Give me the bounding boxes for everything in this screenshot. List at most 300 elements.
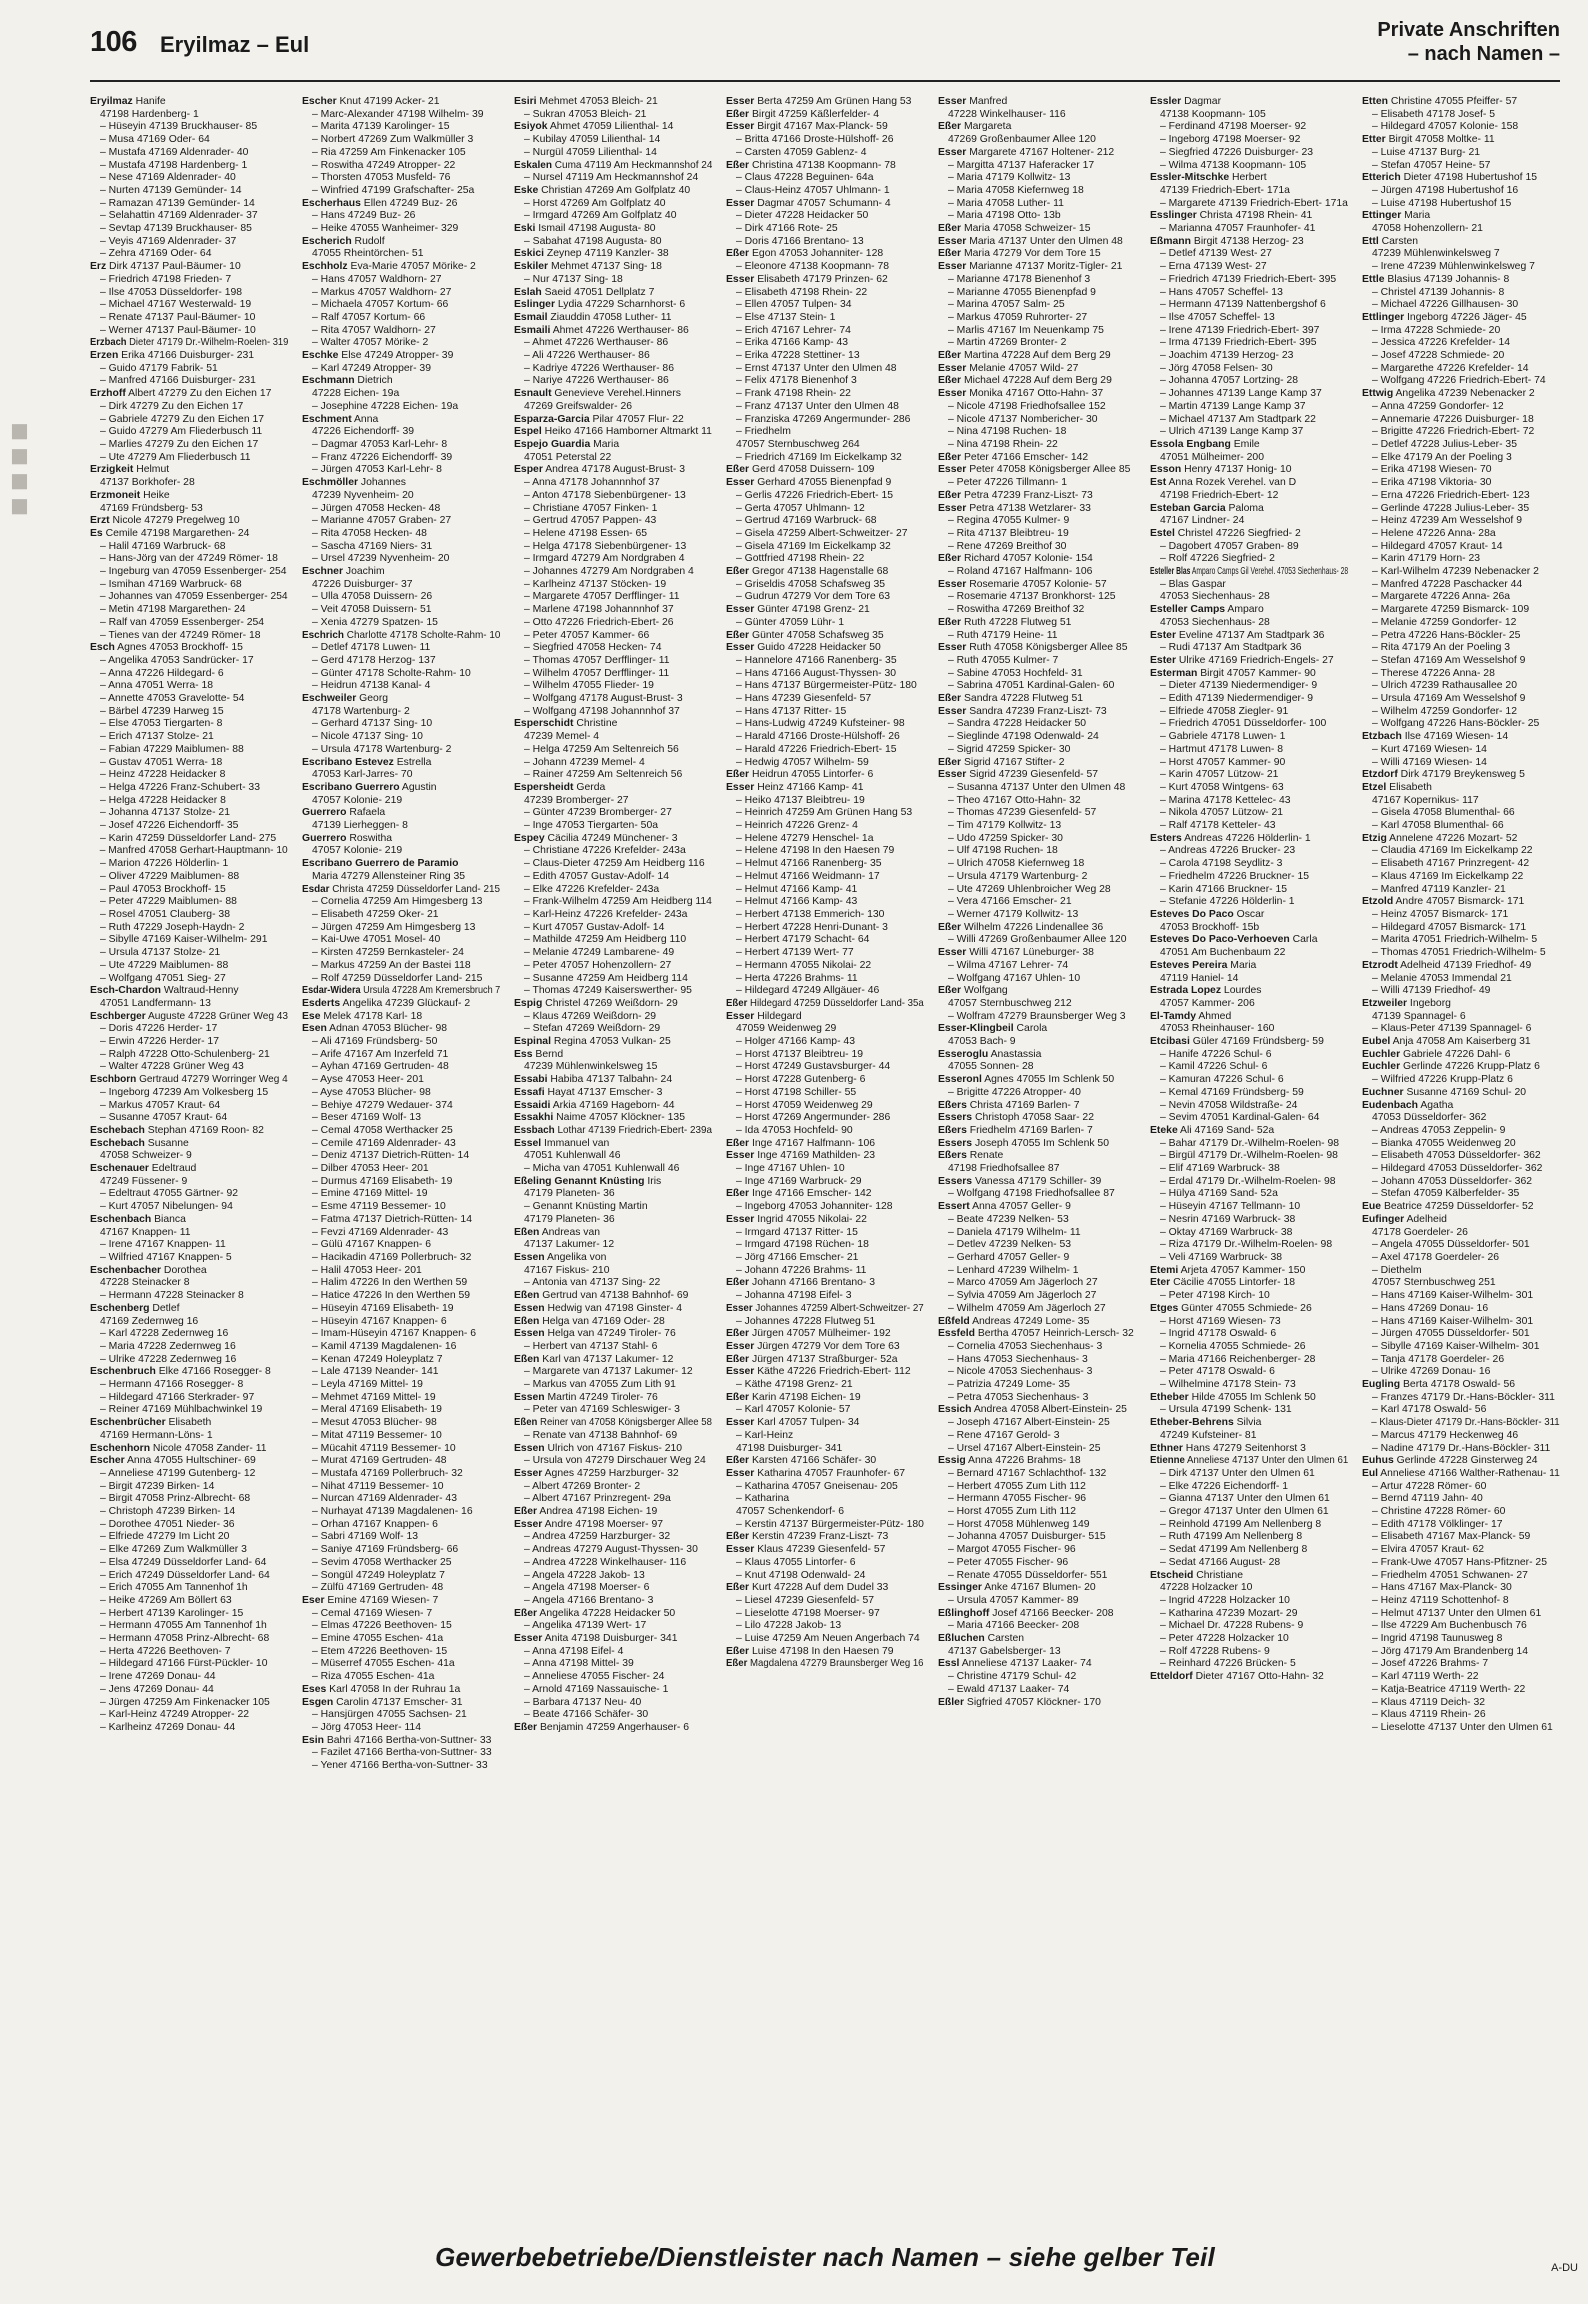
entry-details: – Hans 47057 Scheffel- 13 (1160, 286, 1283, 298)
directory-entry (1362, 947, 1560, 960)
directory-entry (726, 1430, 924, 1443)
entry-surname: Etemi (1150, 1264, 1179, 1276)
directory-column (90, 96, 288, 2226)
entry-details: – Lilo 47228 Jakob- 13 (736, 1620, 842, 1632)
directory-entry (938, 363, 1136, 376)
directory-entry (302, 452, 500, 465)
entry-details: Maria 47137 Unter den Ulmen 48 (966, 235, 1123, 247)
entry-details: – Marita 47051 Friedrich-Wilhelm- 5 (1372, 934, 1538, 946)
entry-details: – Marina 47057 Salm- 25 (948, 299, 1065, 311)
directory-entry (726, 172, 924, 185)
entry-details: – Gabriele 47178 Luwen- 1 (1160, 731, 1286, 743)
directory-entry (514, 782, 712, 795)
entry-details: – Ralf 47178 Ketteler- 43 (1160, 820, 1276, 832)
directory-entry (938, 147, 1136, 160)
directory-entry (90, 1354, 288, 1367)
entry-details: – Dieter 47139 Niedermendiger- 9 (1160, 680, 1318, 692)
entry-details: – Ulrich 47139 Lange Kamp 37 (1160, 426, 1304, 438)
entry-details: – Peter 47198 Kirch- 10 (1160, 1290, 1270, 1302)
directory-entry (514, 1544, 712, 1557)
entry-surname: Eschholz (302, 261, 348, 273)
entry-surname: Esterman (1150, 667, 1198, 679)
entry-details: – Hans 47249 Buz- 26 (312, 210, 416, 222)
entry-details: 47198 Hardenberg- 1 (100, 108, 199, 120)
entry-details: – Helmut 47166 Kamp- 43 (736, 896, 858, 908)
entry-details: 47051 Landfermann- 13 (100, 997, 211, 1009)
directory-entry (938, 604, 1136, 617)
entry-details: Rudolf (351, 235, 385, 247)
directory-entry (514, 884, 712, 897)
directory-entry (726, 655, 924, 668)
entry-surname: Essen (514, 1442, 545, 1454)
entry-details: – Etem 47226 Beethoven- 15 (312, 1645, 448, 1657)
directory-entry (514, 1620, 712, 1633)
entry-details: – Mehmet 47169 Mittel- 19 (312, 1391, 436, 1403)
directory-entry (302, 1290, 500, 1303)
entry-details: – Hansjürgen 47055 Sachsen- 21 (312, 1709, 467, 1721)
entry-details: – Birgit 47239 Birken- 14 (100, 1480, 215, 1492)
entry-details: Saeid 47051 Dellplatz 7 (541, 286, 655, 298)
directory-entry (302, 109, 500, 122)
directory-entry (302, 985, 500, 998)
entry-surname: Esser (938, 642, 967, 654)
directory-entry (938, 1430, 1136, 1443)
directory-entry (938, 845, 1136, 858)
directory-entry (1150, 1506, 1348, 1519)
section-title-line-1: Private Anschriften (1377, 19, 1560, 41)
entry-details: – Horst 47057 Kammer- 90 (1160, 756, 1286, 768)
entry-details: – Cemal 47169 Wiesen- 7 (312, 1607, 433, 1619)
entry-details: Hilde 47055 Im Schlenk 50 (1188, 1391, 1316, 1403)
directory-entry (938, 287, 1136, 300)
directory-entry (514, 261, 712, 274)
entry-details: – Oktay 47169 Warbruck- 38 (1160, 1226, 1293, 1238)
entry-details: – Franz 47226 Eichendorff- 39 (312, 451, 453, 463)
entry-details: – Siegfried 47058 Hecken- 74 (524, 642, 662, 654)
entry-details: – Heinz 47239 Am Wesselshof 9 (1372, 515, 1522, 527)
directory-entry (514, 325, 712, 338)
directory-entry (302, 350, 500, 363)
entry-details: – Kurt 47057 Gustav-Adolf- 14 (524, 921, 665, 933)
directory-entry (514, 287, 712, 300)
entry-details: – Karl 47228 Zedernweg 16 (100, 1328, 229, 1340)
entry-details: Gerlinde 47226 Krupp-Platz 6 (1400, 1061, 1540, 1073)
entry-details: – Roswitha 47269 Breithof 32 (948, 604, 1085, 616)
entry-details: – Christoph 47239 Birken- 14 (100, 1506, 236, 1518)
entry-details: Gregor 47138 Hagenstalle 68 (749, 566, 889, 578)
entry-details: – Elisabeth 47167 Prinzregent- 42 (1372, 858, 1530, 870)
directory-entry (938, 503, 1136, 516)
entry-details: Käthe 47226 Friedrich-Ebert- 112 (754, 1366, 911, 1378)
entry-surname: Eßer (938, 921, 962, 933)
entry-details: – Heike 47055 Wanheimer- 329 (312, 223, 459, 235)
entry-details: – Marianna 47057 Fraunhofer- 41 (1160, 223, 1316, 235)
directory-entry (1362, 375, 1560, 388)
directory-entry (1150, 909, 1348, 922)
entry-surname: Etheber-Behrens (1150, 1417, 1234, 1429)
directory-entry (1150, 528, 1348, 541)
directory-entry (1362, 718, 1560, 731)
entry-details: – Klaus-Dieter 47179 Dr.-Hans-Böckler- 311 (1371, 1417, 1560, 1429)
directory-entry (1362, 706, 1560, 719)
directory-entry (1362, 833, 1560, 846)
directory-entry (302, 998, 500, 1011)
entry-details: Ahmet 47226 Werthauser- 86 (550, 324, 689, 336)
directory-entry (1362, 909, 1560, 922)
entry-details: – Irene 47239 Mühlenwinkelsweg 7 (1372, 261, 1535, 273)
directory-entry (90, 871, 288, 884)
directory-entry (90, 375, 288, 388)
directory-entry (1150, 1125, 1348, 1138)
entry-details: Birgit 47057 Kammer- 90 (1197, 667, 1316, 679)
entry-details: – Knut 47198 Odenwald- 24 (736, 1569, 866, 1581)
entry-surname: Escher (302, 96, 337, 107)
directory-entry (1150, 1290, 1348, 1303)
entry-details: 47169 Zedernweg 16 (100, 1315, 199, 1327)
entry-details: – Rosel 47051 Clauberg- 38 (100, 909, 230, 920)
directory-entry (90, 553, 288, 566)
entry-details: Paloma (1225, 502, 1264, 514)
directory-entry (938, 731, 1136, 744)
entry-details: 47269 Großenbaumer Allee 120 (948, 134, 1096, 146)
directory-entry (1150, 858, 1348, 871)
directory-entry (726, 375, 924, 388)
directory-entry (1150, 1366, 1348, 1379)
directory-entry (302, 503, 500, 516)
entry-details: – Wilhelmine 47178 Stein- 73 (1160, 1379, 1296, 1391)
directory-entry (1362, 1303, 1560, 1316)
entry-details: – Meral 47169 Elisabeth- 19 (312, 1404, 442, 1416)
entry-details: – Edeltraut 47055 Gärtner- 92 (100, 1188, 239, 1200)
entry-details: – Reinhold 47199 Am Nellenberg 8 (1160, 1518, 1322, 1530)
entry-details: Ahmed (1196, 1010, 1232, 1022)
entry-surname: Esser (726, 1467, 755, 1479)
directory-entry (514, 566, 712, 579)
entry-details: Lourdes (1221, 985, 1262, 997)
directory-entry (726, 439, 924, 452)
directory-entry (1150, 985, 1348, 998)
entry-details: Immanuel van (541, 1137, 610, 1149)
entry-details: – Anna 47051 Werra- 18 (100, 680, 214, 692)
directory-entry (1362, 1011, 1560, 1024)
entry-details: – Brigitte 47226 Atropper- 40 (948, 1086, 1081, 1098)
entry-details: – Anna 47178 Johannnhof 37 (524, 477, 660, 489)
directory-entry (514, 960, 712, 973)
entry-surname: Ethner (1150, 1442, 1183, 1454)
entry-details: – Dagobert 47057 Graben- 89 (1160, 540, 1299, 552)
directory-entry (302, 1100, 500, 1113)
directory-entry (302, 591, 500, 604)
directory-entry (1150, 172, 1348, 185)
entry-details: – Helmut 47137 Unter den Ulmen 61 (1372, 1607, 1542, 1619)
entry-surname: Eßen (514, 1290, 540, 1302)
directory-entry (1150, 1379, 1348, 1392)
directory-entry (1362, 1697, 1560, 1710)
directory-entry (514, 172, 712, 185)
directory-entry (1362, 172, 1560, 185)
directory-entry (1150, 490, 1348, 503)
entry-details: – Nicole 47053 Siechenhaus- 3 (948, 1366, 1093, 1378)
directory-entry (726, 134, 924, 147)
directory-entry (90, 706, 288, 719)
entry-details: Susanne 47169 Schul- 20 (1403, 1086, 1527, 1098)
directory-entry (1362, 350, 1560, 363)
entry-details: – Elvira 47057 Kraut- 62 (1372, 1544, 1485, 1556)
directory-entry (514, 1557, 712, 1570)
directory-entry (938, 160, 1136, 173)
entry-details: – Jürgen 47053 Karl-Lehr- 8 (312, 464, 442, 476)
entry-details: – Dirk 47166 Rote- 25 (736, 223, 838, 235)
entry-details: – Stefan 47169 Am Wesselshof 9 (1372, 654, 1526, 666)
directory-entry (938, 1188, 1136, 1201)
entry-details: – Angela 47166 Brentano- 3 (524, 1594, 654, 1606)
entry-details: Margareta (961, 121, 1012, 133)
entry-details: – Marc-Alexander 47198 Wilhelm- 39 (312, 108, 484, 120)
entry-details: Kerstin 47239 Franz-Liszt- 73 (749, 1531, 889, 1543)
directory-entry (726, 998, 924, 1011)
entry-details: Katharina 47057 Fraunhofer- 67 (754, 1467, 906, 1479)
entry-details: – Mathilde 47259 Am Heidberg 110 (524, 934, 687, 946)
entry-details: – Diethelm (1372, 1264, 1422, 1276)
directory-entry (302, 871, 500, 884)
entry-details: – Werner 47137 Paul-Bäumer- 10 (100, 324, 256, 336)
entry-surname: Eschenauer (90, 1163, 149, 1175)
entry-details: – Beate 47239 Nelken- 53 (948, 1213, 1069, 1225)
entry-details: – Lenhard 47239 Wilhelm- 1 (948, 1264, 1079, 1276)
entry-details: – Ayse 47053 Heer- 201 (312, 1074, 424, 1086)
entry-details: – Elke 47226 Eichendorff- 1 (1160, 1480, 1289, 1492)
directory-entry (726, 1354, 924, 1367)
entry-details: Maria 47279 Vor dem Tore 15 (961, 248, 1101, 260)
directory-entry (90, 528, 288, 541)
directory-entry (1150, 401, 1348, 414)
entry-details: Eveline 47137 Am Stadtpark 36 (1176, 629, 1325, 641)
entry-details: Andrea 47178 August-Brust- 3 (542, 464, 685, 476)
directory-entry (1362, 287, 1560, 300)
directory-entry (302, 1061, 500, 1074)
entry-details: – Helmut 47166 Ranenberg- 35 (736, 858, 882, 870)
entry-details: Willi 47167 Lüneburger- 38 (966, 947, 1094, 959)
entry-details: – Ida 47053 Hochfeld- 90 (736, 1124, 853, 1136)
directory-entry (514, 807, 712, 820)
directory-entry (726, 884, 924, 897)
entry-surname: Eßer (726, 1658, 748, 1670)
entry-details: – Petra 47053 Siechenhaus- 3 (948, 1391, 1089, 1403)
entry-details: – Jörg 47058 Felsen- 30 (1160, 362, 1273, 374)
entry-details: – Annette 47053 Gravelotte- 54 (100, 693, 245, 705)
entry-surname: Esser (726, 781, 755, 793)
entry-details: – Klaus 47055 Lintorfer- 6 (736, 1556, 856, 1568)
entry-surname: Esparza-Garcia (514, 413, 590, 425)
directory-entry (514, 96, 712, 109)
entry-details: – Elke 47179 An der Poeling 3 (1372, 451, 1512, 463)
entry-details: 47057 Kammer- 206 (1160, 997, 1255, 1009)
entry-details: – Michael Dr. 47228 Rubens- 9 (1160, 1620, 1304, 1632)
directory-entry (1150, 1417, 1348, 1430)
entry-details: – Musa 47169 Oder- 64 (100, 134, 210, 146)
directory-entry (514, 795, 712, 808)
entry-details: – Markus 47259 An der Bastei 118 (312, 959, 471, 971)
entry-details: – Jörg 47179 Am Brandenberg 14 (1372, 1645, 1528, 1657)
entry-details: – Ilse 47053 Düsseldorfer- 198 (100, 286, 243, 298)
entry-details: – Johannes 47139 Lange Kamp 37 (1160, 388, 1322, 400)
entry-surname: Ettwig (1362, 388, 1394, 400)
entry-details: Carola (1013, 1023, 1048, 1035)
entry-details: – Elsa 47249 Düsseldorfer Land- 64 (100, 1556, 267, 1568)
directory-entry (1362, 477, 1560, 490)
entry-surname: Esser (514, 1518, 543, 1530)
entry-surname: Eslinger (514, 299, 555, 311)
directory-entry (1362, 1227, 1560, 1240)
directory-entry (90, 985, 288, 998)
directory-entry (938, 1201, 1136, 1214)
directory-entry (938, 541, 1136, 554)
directory-entry (726, 261, 924, 274)
entry-details: – Horst 47269 Am Golfplatz 40 (524, 197, 666, 209)
directory-entry (726, 617, 924, 630)
entry-details: – Sukran 47053 Bleich- 21 (524, 108, 647, 120)
directory-entry (514, 934, 712, 947)
directory-entry (514, 1608, 712, 1621)
entry-details: 47169 Hermann-Löns- 1 (100, 1429, 213, 1441)
entry-details: Dagmar (1181, 96, 1222, 107)
entry-details: 47057 Kolonie- 219 (312, 845, 403, 857)
entry-details: – Hildegard 47057 Bismarck- 171 (1372, 921, 1527, 933)
directory-entry (938, 1239, 1136, 1252)
directory-entry (1150, 591, 1348, 604)
directory-entry (90, 210, 288, 223)
entry-surname: Eßlinghoff (938, 1607, 990, 1619)
entry-surname: Esser (938, 502, 967, 514)
directory-entry (514, 1481, 712, 1494)
entry-details: – Reinhard 47226 Brücken- 5 (1160, 1658, 1296, 1670)
directory-entry (938, 1049, 1136, 1062)
entry-surname: Eßer (726, 159, 750, 171)
directory-entry (1362, 261, 1560, 274)
entry-surname: Eßer (726, 629, 750, 641)
directory-entry (90, 1163, 288, 1176)
entry-details: Helga van 47249 Tiroler- 76 (544, 1328, 676, 1340)
directory-entry (514, 1112, 712, 1125)
directory-entry (938, 617, 1136, 630)
entry-details: Hanife (132, 96, 166, 107)
directory-entry (302, 1620, 500, 1633)
entry-details: – Anton 47178 Siebenbürgener- 13 (524, 489, 686, 501)
directory-entry (514, 147, 712, 160)
entry-details: – Brigitte 47226 Friedrich-Ebert- 72 (1372, 426, 1535, 438)
directory-entry (302, 1277, 500, 1290)
entry-details: 47057 Sternbuschweg 264 (736, 438, 860, 450)
entry-details: – Josef 47226 Eichendorff- 35 (100, 820, 239, 832)
entry-details: – Nina 47198 Ruchen- 18 (948, 426, 1067, 438)
directory-entry (90, 1404, 288, 1417)
entry-details: Günter 47058 Schafsweg 35 (749, 629, 884, 641)
entry-details: Charlotte 47178 Scholte-Rahm- 10 (344, 629, 500, 641)
entry-details: Bernd (532, 1048, 564, 1060)
entry-details: – Erich 47055 Am Tannenhof 1h (100, 1582, 248, 1594)
entry-surname: Euchler (1362, 1061, 1401, 1073)
entry-details: – Angela 47055 Düsseldorfer- 501 (1372, 1239, 1530, 1251)
entry-surname: Eßer (726, 1188, 750, 1200)
entry-details: – Rene 47167 Gerold- 3 (948, 1429, 1060, 1441)
entry-details: 47053 Rheinhauser- 160 (1160, 1023, 1275, 1035)
entry-details: Ziauddin 47058 Luther- 11 (547, 311, 672, 323)
entry-details: – Dieter 47228 Heidacker 50 (736, 210, 869, 222)
directory-entry (726, 464, 924, 477)
entry-details: 47057 Schenkendorf- 6 (736, 1506, 845, 1518)
entry-details: – Hannelore 47166 Ranenberg- 35 (736, 654, 897, 666)
entry-details: Gerda (573, 781, 606, 793)
entry-details: – Angela 47198 Moerser- 6 (524, 1582, 650, 1594)
entry-details: Andre 47057 Bismarck- 171 (1393, 896, 1525, 908)
directory-entry (302, 210, 500, 223)
entry-details: Gabriele 47226 Dahl- 6 (1400, 1048, 1511, 1060)
directory-entry (90, 1125, 288, 1138)
directory-entry (90, 1379, 288, 1392)
directory-entry (1362, 236, 1560, 249)
directory-entry (302, 706, 500, 719)
directory-entry (302, 1252, 500, 1265)
directory-entry (514, 1138, 712, 1151)
entry-details: – Irma 47139 Friedrich-Ebert- 395 (1160, 337, 1317, 349)
directory-entry (1150, 1519, 1348, 1532)
entry-details: – Beate 47166 Schäfer- 30 (524, 1709, 649, 1721)
entry-details: – Günter 47239 Bromberger- 27 (524, 807, 672, 819)
directory-entry (90, 1074, 288, 1087)
entry-details: – Beser 47169 Wolf- 13 (312, 1112, 421, 1124)
entry-details: – Birgit 47058 Prinz-Albrecht- 68 (100, 1493, 251, 1505)
entry-details: – Cornelia 47053 Siechenhaus- 3 (948, 1340, 1103, 1352)
entry-details: – Annemarie 47226 Duisburger- 18 (1372, 413, 1534, 425)
directory-entry (726, 1074, 924, 1087)
directory-entry (514, 820, 712, 833)
directory-entry (1362, 109, 1560, 122)
directory-entry (1362, 680, 1560, 693)
directory-entry (1150, 604, 1348, 617)
entry-surname: Essel (514, 1137, 542, 1149)
entry-details: – Hermann 47228 Steinacker 8 (100, 1290, 244, 1302)
directory-entry (1362, 1455, 1560, 1468)
directory-entry (726, 1265, 924, 1278)
directory-entry (726, 680, 924, 693)
directory-entry (302, 604, 500, 617)
entry-details: Cuma 47119 Am Heckmannshof 24 (551, 159, 712, 171)
entry-details: 47249 Kufsteiner- 81 (1160, 1429, 1257, 1441)
entry-details: – Wilma 47167 Lehrer- 74 (948, 959, 1069, 971)
directory-entry (938, 1366, 1136, 1379)
entry-details: – Frank 47198 Rhein- 22 (736, 388, 851, 400)
entry-details: Peter 47058 Königsberger Allee 85 (966, 464, 1131, 476)
directory-entry (90, 439, 288, 452)
entry-details: – Winfried 47199 Grafschafter- 25a (312, 184, 475, 196)
entry-surname: Euhus (1362, 1455, 1394, 1467)
entry-details: Albert 47279 Zu den Eichen 17 (125, 388, 272, 400)
directory-entry (514, 223, 712, 236)
entry-details: – Susanne 47057 Kraut- 64 (100, 1112, 228, 1124)
directory-entry (90, 134, 288, 147)
directory-column (514, 96, 712, 2226)
entry-details: – Christel 47139 Johannis- 8 (1372, 286, 1505, 298)
entry-details: – Sibylle 47169 Kaiser-Wilhelm- 301 (1372, 1340, 1540, 1352)
directory-entry (514, 1595, 712, 1608)
entry-details: – Herbert 47179 Schacht- 64 (736, 934, 870, 946)
entry-details: Dorothea (161, 1264, 207, 1276)
entry-details: – Irmgard 47279 Am Nordgraben 4 (524, 553, 685, 565)
entry-details: Dieter 47167 Otto-Hahn- 32 (1192, 1671, 1324, 1683)
entry-surname: Eubel (1362, 1036, 1391, 1048)
entry-details: Bianca (151, 1213, 186, 1225)
entry-details: – Imam-Hüseyin 47167 Knappen- 6 (312, 1328, 477, 1340)
